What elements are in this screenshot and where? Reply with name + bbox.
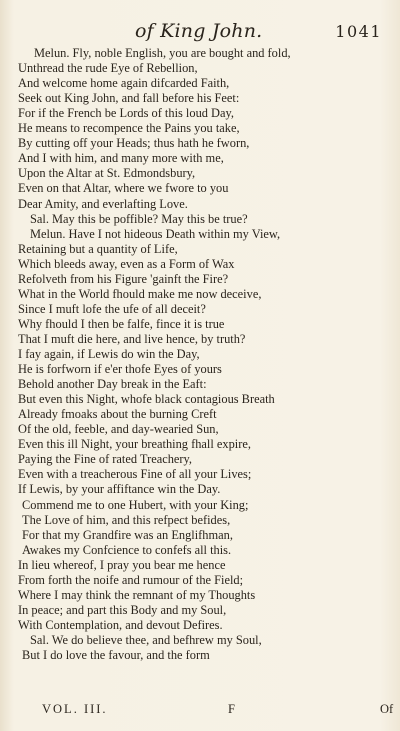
text-line: Retaining but a quantity of Life, [18, 241, 178, 256]
volume-mark: VOL. III. [42, 702, 108, 716]
text-line: That I muft die here, and live hence, by truth? [18, 331, 246, 346]
text-line: Dear Amity, and everlafting Love. [18, 196, 188, 211]
text-line: Sal. We do believe thee, and befhrew my Soul, [30, 632, 262, 647]
text-line: Even on that Altar, where we fwore to you [18, 181, 229, 196]
text-line: For if the French be Lords of this loud Day, [18, 106, 234, 121]
text-line: He is forfworn if e'er thofe Eyes of yours [18, 362, 222, 377]
text-line: The Love of him, and this refpect befides, [22, 512, 231, 527]
catchword: Of [380, 702, 394, 716]
text-line: Paying the Fine of rated Treachery, [18, 452, 193, 467]
page-header [0, 20, 400, 44]
text-line: But I do love the favour, and the form [22, 648, 210, 662]
text-line: Which bleeds away, even as a Form of Wax [18, 256, 235, 271]
text-line: Even this ill Night, your breathing fhall expire, [18, 437, 251, 452]
text-line: Awakes my Confcience to confefs all this. [22, 542, 232, 557]
text-line: Even with a treacherous Fine of all your Lives; [18, 467, 252, 482]
text-line: Why fhould I then be falfe, fince it is true [18, 316, 225, 331]
page-number: 1041 [335, 22, 382, 41]
text-line: But even this Night, whofe black contagious Breath [18, 392, 275, 407]
text-line: Unthread the rude Eye of Rebellion, [18, 61, 198, 76]
running-title: of King John. [135, 20, 263, 42]
text-line: By cutting off your Heads; thus hath he fworn, [18, 136, 250, 151]
page-footer [0, 702, 400, 720]
text-line: I fay again, if Lewis do win the Day, [18, 347, 200, 361]
text-line: If Lewis, by your affiftance win the Day. [18, 482, 221, 497]
text-line: With Contemplation, and devout Defires. [18, 617, 223, 632]
text-line: What in the World fhould make me now deceive, [18, 286, 262, 301]
text-line: And welcome home again difcarded Faith, [18, 76, 230, 91]
text-line: And I with him, and many more with me, [18, 151, 224, 166]
text-line: Sal. May this be poffible? May this be true? [30, 211, 248, 226]
text-line: Where I may think the remnant of my Thoughts [18, 587, 256, 602]
text-line: Behold another Day break in the Eaft: [18, 377, 207, 392]
text-line: Seek out King John, and fall before his Feet: [18, 91, 240, 106]
text-line: In lieu whereof, I pray you bear me hence [18, 557, 226, 572]
text-line: From forth the noife and rumour of the Field; [18, 572, 244, 587]
text-line: Upon the Altar at St. Edmondsbury, [18, 166, 196, 181]
text-line: Already fmoaks about the burning Creft [18, 407, 217, 422]
text-line: Melun. Have I not hideous Death within my View, [30, 226, 281, 241]
text-line: For that my Grandfire was an Englifhman, [22, 527, 233, 542]
text-line: Refolveth from his Figure 'gainft the Fire? [18, 271, 229, 286]
text-line: He means to recompence the Pains you take, [18, 121, 240, 136]
text-line: Melun. Fly, noble English, you are bought and fold, [34, 46, 291, 60]
text-line: Commend me to one Hubert, with your King; [22, 497, 249, 512]
signature-mark: F [228, 702, 235, 716]
text-line: Of the old, feeble, and day-wearied Sun, [18, 422, 219, 437]
text-line: In peace; and part this Body and my Soul, [18, 602, 227, 617]
text-line: Since I muft lofe the ufe of all deceit? [18, 301, 206, 316]
